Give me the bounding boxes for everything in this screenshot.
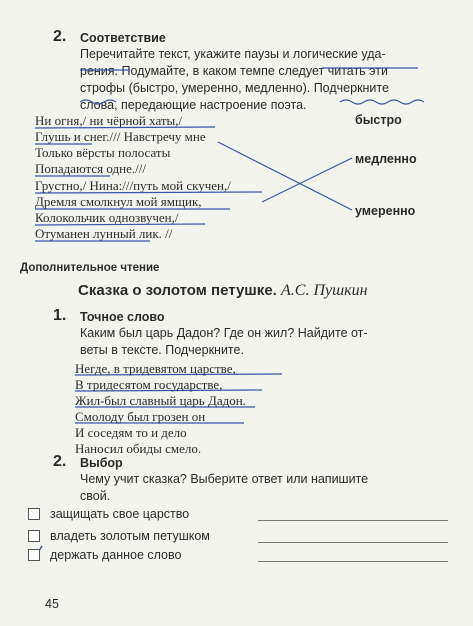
poem-line: Ни огня,/ ни чёрной хаты,/ xyxy=(35,113,183,128)
task-title: Соответствие xyxy=(80,31,166,45)
task-instructions xyxy=(80,46,430,114)
tempo-fast: быстро xyxy=(355,113,402,127)
task-number: 2. xyxy=(53,453,67,470)
option-checkbox-golden-cockerel[interactable] xyxy=(28,530,40,542)
option-label: держать данное слово xyxy=(50,548,182,562)
poem-excerpt xyxy=(75,361,246,457)
story-author: А.С. Пушкин xyxy=(281,282,368,299)
page-number: 45 xyxy=(45,597,59,611)
poem-line: Смолоду был грозен он xyxy=(75,409,206,424)
instruction-line: свой. xyxy=(80,489,111,503)
story-heading xyxy=(78,282,368,300)
poem-line: Отуманен лунный лик. // xyxy=(35,226,173,241)
instruction-line: рения. Подумайте, в каком темпе следует читать эти xyxy=(80,64,388,78)
option-label: защищать свое царство xyxy=(50,507,190,521)
answer-line[interactable] xyxy=(258,520,448,521)
poem-line: Дремля смолкнул мой ямщик, xyxy=(35,194,202,209)
task-title: Выбор xyxy=(80,456,123,470)
instruction-line: Каким был царь Дадон? Где он жил? Найдите от- xyxy=(80,326,368,340)
poem-line: В тридесятом государстве, xyxy=(75,377,223,392)
option-checkbox-protect-kingdom[interactable] xyxy=(28,508,40,520)
poem-line: Негде, в тридевятом царстве, xyxy=(75,361,236,376)
poem-stanza-2 xyxy=(35,178,231,242)
poem-line: Наносил обиды смело. xyxy=(75,441,202,456)
tempo-slow: медленно xyxy=(355,152,417,166)
poem-stanza-1 xyxy=(35,113,206,177)
instruction-line: слова, передающие настроение поэта. xyxy=(80,98,307,112)
section-title: Дополнительное чтение xyxy=(20,262,160,274)
option-label: владеть золотым петушком xyxy=(50,529,210,543)
task-title: Точное слово xyxy=(80,310,165,324)
task-number: 2. xyxy=(53,28,67,45)
match-line-slow xyxy=(262,158,352,202)
tempo-moderate: умеренно xyxy=(355,204,416,218)
poem-line: И соседям то и дело xyxy=(75,425,187,440)
instruction-line: Перечитайте текст, укажите паузы и логические уда- xyxy=(80,47,386,61)
story-title: Сказка о золотом петушке. xyxy=(78,282,277,299)
match-line-moderate xyxy=(218,142,352,210)
poem-line: Только вёрсты полосаты xyxy=(35,145,171,160)
poem-line: Жил-был славный царь Дадон. xyxy=(75,393,246,408)
instruction-line: строфы (быстро, умеренно, медленно). Подчеркните xyxy=(80,81,389,95)
poem-line: Глушь и снег./// Навстречу мне xyxy=(35,129,206,144)
poem-line: Грустно,/ Нина:///путь мой скучен,/ xyxy=(35,178,231,193)
task-instructions xyxy=(80,471,430,505)
poem-line: Попадаются одне./// xyxy=(35,161,146,176)
option-checkbox-keep-word[interactable] xyxy=(28,549,40,561)
answer-line[interactable] xyxy=(258,561,448,562)
instruction-line: веты в тексте. Подчеркните. xyxy=(80,343,244,357)
task-number: 1. xyxy=(53,307,67,324)
task-instructions xyxy=(80,325,430,359)
instruction-line: Чему учит сказка? Выберите ответ или напишите xyxy=(80,472,369,486)
answer-line[interactable] xyxy=(258,542,448,543)
poem-line: Колокольчик однозвучен,/ xyxy=(35,210,179,225)
